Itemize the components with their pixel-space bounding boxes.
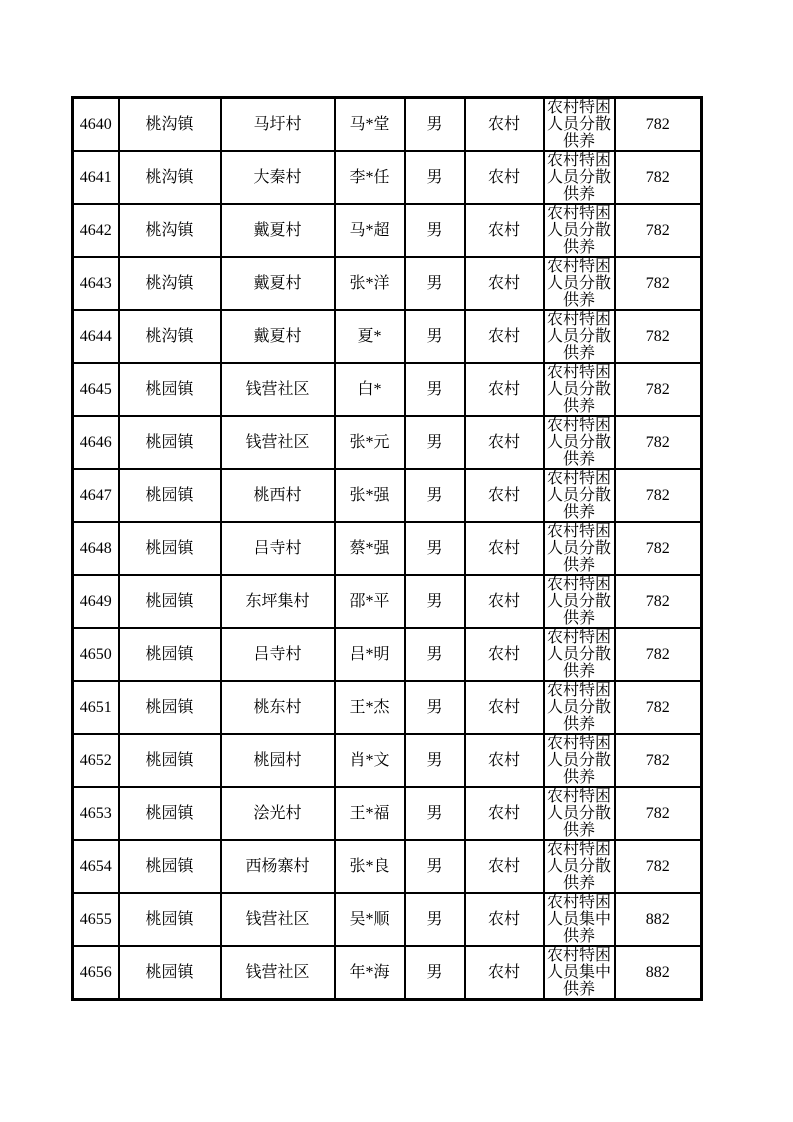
- cell-sequence-number: 4642: [73, 204, 119, 257]
- cell-person-name: 年*海: [335, 946, 405, 1000]
- cell-area-type: 农村: [465, 946, 544, 1000]
- cell-person-name: 马*超: [335, 204, 405, 257]
- cell-gender: 男: [405, 416, 465, 469]
- cell-area-type: 农村: [465, 151, 544, 204]
- table-row: [73, 204, 702, 257]
- cell-town: 桃园镇: [119, 469, 221, 522]
- cell-amount: 782: [615, 469, 702, 522]
- table-row: [73, 681, 702, 734]
- table-row: [73, 416, 702, 469]
- cell-assistance-category: 农村特困人员分散供养: [544, 575, 615, 628]
- table-row: [73, 522, 702, 575]
- cell-village: 钱营社区: [221, 893, 335, 946]
- cell-village: 桃东村: [221, 681, 335, 734]
- cell-gender: 男: [405, 893, 465, 946]
- cell-town: 桃沟镇: [119, 257, 221, 310]
- cell-amount: 782: [615, 575, 702, 628]
- cell-gender: 男: [405, 628, 465, 681]
- cell-sequence-number: 4646: [73, 416, 119, 469]
- table-row: [73, 363, 702, 416]
- cell-area-type: 农村: [465, 787, 544, 840]
- cell-amount: 782: [615, 151, 702, 204]
- cell-town: 桃园镇: [119, 575, 221, 628]
- cell-area-type: 农村: [465, 363, 544, 416]
- cell-assistance-category: 农村特困人员分散供养: [544, 151, 615, 204]
- cell-amount: 782: [615, 416, 702, 469]
- cell-gender: 男: [405, 469, 465, 522]
- cell-person-name: 张*强: [335, 469, 405, 522]
- cell-person-name: 吕*明: [335, 628, 405, 681]
- table-row: [73, 893, 702, 946]
- cell-village: 桃园村: [221, 734, 335, 787]
- cell-town: 桃沟镇: [119, 98, 221, 152]
- cell-area-type: 农村: [465, 840, 544, 893]
- cell-person-name: 王*福: [335, 787, 405, 840]
- cell-town: 桃沟镇: [119, 310, 221, 363]
- cell-sequence-number: 4644: [73, 310, 119, 363]
- cell-assistance-category: 农村特困人员分散供养: [544, 416, 615, 469]
- cell-assistance-category: 农村特困人员分散供养: [544, 363, 615, 416]
- cell-area-type: 农村: [465, 257, 544, 310]
- table-body: [73, 98, 702, 1000]
- cell-gender: 男: [405, 840, 465, 893]
- cell-gender: 男: [405, 734, 465, 787]
- table-row: [73, 151, 702, 204]
- cell-village: 吕寺村: [221, 628, 335, 681]
- cell-sequence-number: 4640: [73, 98, 119, 152]
- cell-town: 桃园镇: [119, 681, 221, 734]
- cell-sequence-number: 4654: [73, 840, 119, 893]
- cell-assistance-category: 农村特困人员分散供养: [544, 734, 615, 787]
- cell-amount: 782: [615, 681, 702, 734]
- cell-sequence-number: 4647: [73, 469, 119, 522]
- cell-village: 马圩村: [221, 98, 335, 152]
- cell-amount: 882: [615, 893, 702, 946]
- cell-sequence-number: 4649: [73, 575, 119, 628]
- cell-area-type: 农村: [465, 575, 544, 628]
- cell-sequence-number: 4656: [73, 946, 119, 1000]
- cell-sequence-number: 4652: [73, 734, 119, 787]
- cell-person-name: 张*良: [335, 840, 405, 893]
- table-row: [73, 787, 702, 840]
- cell-amount: 782: [615, 840, 702, 893]
- cell-assistance-category: 农村特困人员分散供养: [544, 257, 615, 310]
- cell-sequence-number: 4655: [73, 893, 119, 946]
- cell-person-name: 张*洋: [335, 257, 405, 310]
- cell-gender: 男: [405, 681, 465, 734]
- table-row: [73, 469, 702, 522]
- cell-assistance-category: 农村特困人员分散供养: [544, 469, 615, 522]
- cell-gender: 男: [405, 204, 465, 257]
- cell-area-type: 农村: [465, 310, 544, 363]
- cell-village: 大秦村: [221, 151, 335, 204]
- cell-area-type: 农村: [465, 469, 544, 522]
- cell-assistance-category: 农村特困人员分散供养: [544, 98, 615, 152]
- cell-town: 桃园镇: [119, 946, 221, 1000]
- cell-town: 桃园镇: [119, 734, 221, 787]
- cell-village: 戴夏村: [221, 257, 335, 310]
- cell-area-type: 农村: [465, 893, 544, 946]
- cell-town: 桃沟镇: [119, 151, 221, 204]
- cell-gender: 男: [405, 522, 465, 575]
- cell-sequence-number: 4645: [73, 363, 119, 416]
- cell-town: 桃园镇: [119, 522, 221, 575]
- table-row: [73, 257, 702, 310]
- cell-town: 桃园镇: [119, 893, 221, 946]
- cell-area-type: 农村: [465, 98, 544, 152]
- cell-area-type: 农村: [465, 681, 544, 734]
- cell-area-type: 农村: [465, 522, 544, 575]
- cell-amount: 782: [615, 204, 702, 257]
- cell-village: 戴夏村: [221, 310, 335, 363]
- cell-gender: 男: [405, 575, 465, 628]
- cell-village: 钱营社区: [221, 946, 335, 1000]
- cell-sequence-number: 4648: [73, 522, 119, 575]
- table-row: [73, 575, 702, 628]
- cell-town: 桃园镇: [119, 840, 221, 893]
- cell-assistance-category: 农村特困人员分散供养: [544, 204, 615, 257]
- table-row: [73, 628, 702, 681]
- cell-gender: 男: [405, 363, 465, 416]
- cell-assistance-category: 农村特困人员分散供养: [544, 787, 615, 840]
- cell-gender: 男: [405, 257, 465, 310]
- table-row: [73, 98, 702, 152]
- cell-village: 钱营社区: [221, 416, 335, 469]
- cell-amount: 882: [615, 946, 702, 1000]
- cell-amount: 782: [615, 257, 702, 310]
- cell-person-name: 邵*平: [335, 575, 405, 628]
- cell-area-type: 农村: [465, 734, 544, 787]
- cell-amount: 782: [615, 310, 702, 363]
- cell-gender: 男: [405, 98, 465, 152]
- cell-town: 桃园镇: [119, 416, 221, 469]
- cell-assistance-category: 农村特困人员分散供养: [544, 522, 615, 575]
- cell-sequence-number: 4650: [73, 628, 119, 681]
- cell-assistance-category: 农村特困人员分散供养: [544, 628, 615, 681]
- cell-amount: 782: [615, 98, 702, 152]
- cell-assistance-category: 农村特困人员集中供养: [544, 893, 615, 946]
- cell-assistance-category: 农村特困人员分散供养: [544, 310, 615, 363]
- cell-person-name: 马*堂: [335, 98, 405, 152]
- cell-village: 戴夏村: [221, 204, 335, 257]
- cell-person-name: 夏*: [335, 310, 405, 363]
- cell-gender: 男: [405, 310, 465, 363]
- cell-amount: 782: [615, 363, 702, 416]
- cell-village: 西杨寨村: [221, 840, 335, 893]
- table-row: [73, 734, 702, 787]
- cell-person-name: 肖*文: [335, 734, 405, 787]
- cell-village: 浍光村: [221, 787, 335, 840]
- cell-sequence-number: 4641: [73, 151, 119, 204]
- cell-person-name: 蔡*强: [335, 522, 405, 575]
- table-row: [73, 840, 702, 893]
- cell-village: 吕寺村: [221, 522, 335, 575]
- cell-area-type: 农村: [465, 416, 544, 469]
- cell-person-name: 张*元: [335, 416, 405, 469]
- cell-village: 东坪集村: [221, 575, 335, 628]
- cell-person-name: 王*杰: [335, 681, 405, 734]
- cell-assistance-category: 农村特困人员集中供养: [544, 946, 615, 1000]
- cell-town: 桃园镇: [119, 363, 221, 416]
- cell-amount: 782: [615, 522, 702, 575]
- cell-area-type: 农村: [465, 628, 544, 681]
- cell-area-type: 农村: [465, 204, 544, 257]
- roster-table: [71, 96, 703, 1001]
- cell-town: 桃园镇: [119, 628, 221, 681]
- cell-town: 桃园镇: [119, 787, 221, 840]
- cell-person-name: 白*: [335, 363, 405, 416]
- cell-assistance-category: 农村特困人员分散供养: [544, 840, 615, 893]
- cell-amount: 782: [615, 628, 702, 681]
- cell-person-name: 李*任: [335, 151, 405, 204]
- cell-town: 桃沟镇: [119, 204, 221, 257]
- cell-person-name: 吴*顺: [335, 893, 405, 946]
- cell-sequence-number: 4653: [73, 787, 119, 840]
- cell-sequence-number: 4643: [73, 257, 119, 310]
- table-row: [73, 946, 702, 1000]
- cell-amount: 782: [615, 734, 702, 787]
- cell-gender: 男: [405, 946, 465, 1000]
- cell-village: 桃西村: [221, 469, 335, 522]
- cell-assistance-category: 农村特困人员分散供养: [544, 681, 615, 734]
- cell-village: 钱营社区: [221, 363, 335, 416]
- cell-amount: 782: [615, 787, 702, 840]
- table-row: [73, 310, 702, 363]
- cell-gender: 男: [405, 151, 465, 204]
- cell-gender: 男: [405, 787, 465, 840]
- cell-sequence-number: 4651: [73, 681, 119, 734]
